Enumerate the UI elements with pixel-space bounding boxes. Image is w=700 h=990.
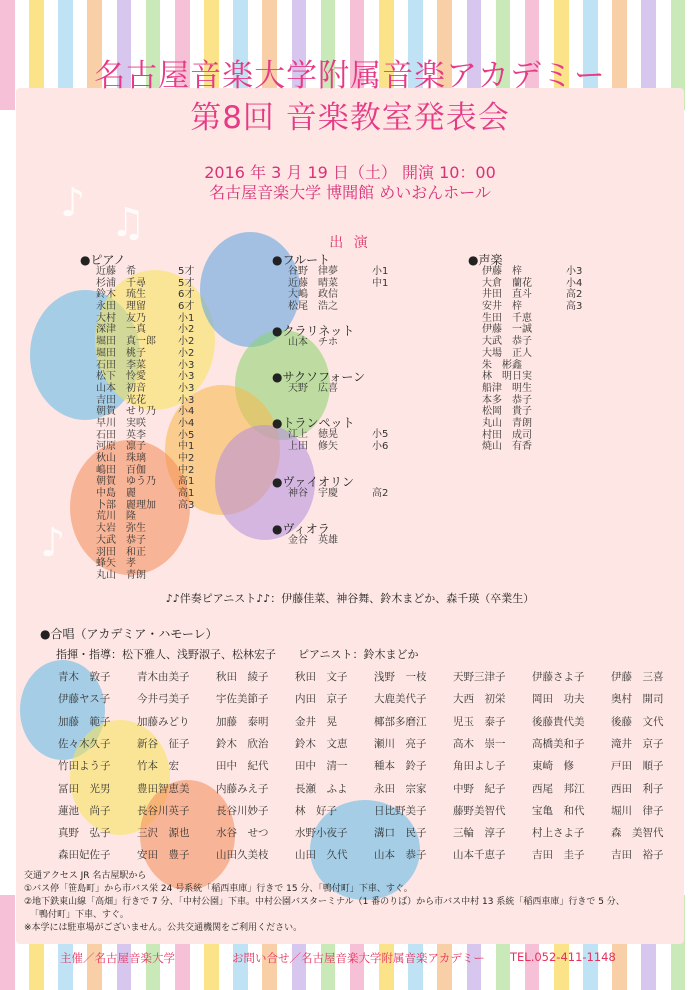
access-route-subway-cont: 「鴨付町」下車、すぐ。 bbox=[30, 910, 129, 920]
performer-name: 金谷 英雄 bbox=[288, 535, 338, 546]
performer-grade: 小4 bbox=[178, 417, 195, 429]
performer-name: 山本 初音 bbox=[96, 382, 146, 394]
access-route-subway: ②地下鉄東山線「高畑」行きで 7 分、「中村公園」下車。中村公園バスターミナル（1 番のりば）から市バス中村 13 系統「稲西車庫」行きで 5 分、 bbox=[24, 897, 625, 907]
vocal-grades-list bbox=[566, 266, 582, 313]
choir-member: 藤野美智代 bbox=[453, 804, 506, 817]
performer-name: 松尾 浩之 bbox=[288, 301, 338, 313]
performer-name: 鈴木 琉生 bbox=[96, 289, 146, 301]
saxophone-heading: ●サクソフォーン bbox=[272, 370, 366, 384]
performer-grade: 小1 bbox=[372, 266, 389, 277]
performer-grade: 小3 bbox=[178, 382, 195, 394]
performer-name: 石田 李菜 bbox=[96, 359, 146, 371]
flute-names-list bbox=[288, 266, 338, 313]
performer-name: 堀田 真一郎 bbox=[96, 336, 156, 348]
footer-host: 主催／名古屋音楽大学 bbox=[60, 951, 175, 965]
performer-name: 江上 徳晃 bbox=[288, 429, 338, 440]
choir-row bbox=[58, 714, 690, 729]
choir-member: 村上さよ子 bbox=[532, 827, 585, 840]
choir-member: 長谷川妙子 bbox=[216, 804, 269, 817]
choir-member: 青木由美子 bbox=[137, 671, 190, 683]
performer-name: 船津 明生 bbox=[482, 382, 532, 394]
choir-member: 佐々木久子 bbox=[58, 737, 111, 750]
choir-member: 森 美智代 bbox=[611, 827, 664, 840]
performer-grade: 小3 bbox=[178, 371, 195, 383]
clarinet-heading: ●クラリネット bbox=[272, 324, 355, 338]
performer-name: 伊藤 一誠 bbox=[482, 324, 532, 336]
violin-grades-list bbox=[372, 488, 388, 500]
performer-grade: 5才 bbox=[178, 266, 195, 277]
choir-member: 加藤 泰明 bbox=[216, 715, 269, 728]
choir-member: 長谷川英子 bbox=[137, 804, 190, 817]
choir-member: 蓮池 尚子 bbox=[58, 804, 111, 817]
performer-name: 卜部 麗理加 bbox=[96, 499, 156, 511]
performer-name: 嶋田 百伽 bbox=[96, 464, 146, 476]
trumpet-grades-list bbox=[372, 429, 388, 452]
performer-name: 山本 チホ bbox=[288, 337, 338, 348]
choir-member: 秋田 文子 bbox=[295, 671, 348, 683]
performer-name: 近藤 晴菜 bbox=[288, 277, 338, 289]
performer-name: 丸山 青朗 bbox=[482, 417, 532, 429]
choir-member: 今井弓美子 bbox=[137, 693, 190, 706]
vocal-heading: ●声楽 bbox=[468, 253, 503, 267]
choir-member: 加藤 範子 bbox=[58, 715, 111, 728]
choir-member: 竹本 宏 bbox=[137, 760, 179, 773]
performer-name: 大村 友乃 bbox=[96, 312, 146, 324]
performer-grade: 6才 bbox=[178, 301, 195, 313]
performer-name: 大場 正人 bbox=[482, 347, 532, 359]
performer-name: 大武 恭子 bbox=[482, 336, 532, 348]
choir-member: 大西 初栄 bbox=[453, 693, 506, 706]
choir-member: 種本 鈴子 bbox=[374, 760, 427, 773]
parking-note: ※本学には駐車場がございません。公共交通機関をご利用ください。 bbox=[24, 923, 303, 933]
performer-grade: 小4 bbox=[178, 406, 195, 418]
choir-member: 宝亀 和代 bbox=[532, 804, 585, 817]
academy-title: 名古屋音楽大学附属音楽アカデミー bbox=[94, 58, 606, 94]
choir-member: 瀬川 亮子 bbox=[374, 737, 427, 750]
music-note-icon: ♪ bbox=[40, 520, 66, 566]
performer-name: 林 明日実 bbox=[482, 371, 532, 383]
performer-grade: 小4 bbox=[566, 277, 583, 289]
viola-heading: ●ヴィオラ bbox=[272, 522, 330, 536]
choir-member: 溝口 民子 bbox=[374, 827, 427, 840]
performer-name: 朱 彬鑫 bbox=[482, 359, 522, 371]
performer-name: 河原 凛子 bbox=[96, 441, 146, 453]
choir-member: 田中 紀代 bbox=[216, 760, 269, 773]
piano-names-list bbox=[96, 266, 156, 582]
performer-name: 井田 直斗 bbox=[482, 289, 532, 301]
choir-member: 吉田 圭子 bbox=[532, 849, 585, 862]
choir-member: 角田よし子 bbox=[453, 760, 506, 773]
choir-member: 田中 清一 bbox=[295, 760, 348, 773]
performer-grade: 高3 bbox=[178, 499, 195, 511]
access-route-bus: ①バス停「笹島町」から市バス栄 24 号系統「稲西車庫」行きで 15 分、「鴨付町」下車、すぐ。 bbox=[24, 884, 413, 894]
performer-grade: 小2 bbox=[178, 347, 195, 359]
event-title: 第8回 音楽教室発表会 bbox=[190, 100, 510, 136]
choir-member: 浅野 一枝 bbox=[374, 671, 427, 683]
music-note-icon: ♪ bbox=[60, 180, 86, 226]
performer-grade bbox=[372, 289, 388, 301]
performer-grade: 小6 bbox=[372, 440, 389, 452]
choir-member: 椰部多磨江 bbox=[374, 715, 427, 728]
choir-member: 内田 京子 bbox=[295, 693, 348, 706]
choir-member: 伊藤さよ子 bbox=[532, 671, 585, 683]
choir-member: 水野小夜子 bbox=[295, 827, 348, 840]
performers-heading: 出 演 bbox=[329, 235, 371, 251]
piano-heading: ●ピアノ bbox=[80, 253, 126, 267]
choir-row bbox=[58, 669, 690, 684]
performer-grade bbox=[372, 301, 388, 313]
performer-name: 秋山 珠璃 bbox=[96, 453, 146, 464]
performer-name: 朝賀 せり乃 bbox=[96, 406, 156, 418]
choir-member: 内藤みえ子 bbox=[216, 782, 269, 795]
choir-row bbox=[58, 736, 690, 751]
choir-member: 林 好子 bbox=[295, 804, 337, 817]
choir-member: 豊田智恵美 bbox=[137, 782, 190, 795]
choir-member: 青木 敦子 bbox=[58, 671, 111, 683]
performer-name: 永田 理留 bbox=[96, 301, 146, 313]
performer-name: 天野 広喜 bbox=[288, 383, 338, 394]
choir-row bbox=[58, 691, 690, 706]
performer-name: 神谷 宇慶 bbox=[288, 488, 338, 499]
performer-grade: 小5 bbox=[372, 429, 389, 440]
choir-member: 児玉 泰子 bbox=[453, 715, 506, 728]
event-date: 2016 年 3 月 19 日（土） 開演 10：00 bbox=[204, 163, 496, 182]
performer-grade: 小2 bbox=[178, 324, 195, 336]
performer-name: 松岡 貴子 bbox=[482, 406, 532, 418]
performer-name: 伊藤 梓 bbox=[482, 266, 522, 277]
choir-member: 安田 豊子 bbox=[137, 849, 190, 862]
performer-name: 谷野 律夢 bbox=[288, 266, 338, 277]
choir-member: 日比野美子 bbox=[374, 804, 427, 817]
viola-names-list bbox=[288, 535, 338, 547]
choir-member: 新谷 征子 bbox=[137, 737, 190, 750]
performer-grade: 高1 bbox=[178, 476, 195, 488]
choir-member: 長瀬 ふよ bbox=[295, 782, 348, 795]
choir-member: 宇佐美節子 bbox=[216, 693, 269, 706]
performer-name: 生田 千恵 bbox=[482, 312, 532, 324]
violin-names-list bbox=[288, 488, 338, 500]
clarinet-names-list bbox=[288, 337, 338, 349]
choir-member: 三沢 源也 bbox=[137, 827, 190, 840]
performer-name: 吉田 光花 bbox=[96, 394, 146, 406]
choir-member: 西田 利子 bbox=[611, 782, 664, 795]
choir-member: 滝井 京子 bbox=[611, 737, 664, 750]
performer-name: 村田 成司 bbox=[482, 429, 532, 441]
choir-member: 森田妃佐子 bbox=[58, 849, 111, 862]
choir-member: 水谷 せつ bbox=[216, 827, 269, 840]
choir-member: 天野三津子 bbox=[453, 671, 506, 683]
flute-grades-list bbox=[372, 266, 388, 313]
performer-grade: 中2 bbox=[178, 453, 195, 464]
performer-name: 本多 恭子 bbox=[482, 394, 532, 406]
piano-grades-list bbox=[178, 266, 194, 511]
performer-name: 丸山 青朗 bbox=[96, 569, 146, 581]
vocal-names-list bbox=[482, 266, 532, 453]
music-note-icon: ♫ bbox=[110, 200, 146, 246]
choir-member: 戸田 順子 bbox=[611, 760, 664, 773]
performer-grade: 小2 bbox=[178, 336, 195, 348]
choir-member: 岡田 功夫 bbox=[532, 693, 585, 706]
performer-grade: 小1 bbox=[178, 312, 195, 324]
flute-heading: ●フルート bbox=[272, 253, 330, 267]
performer-name: 松下 怜愛 bbox=[96, 371, 146, 383]
performer-grade: 高2 bbox=[566, 289, 583, 301]
performer-name: 堀田 桃子 bbox=[96, 347, 146, 359]
performer-grade: 小3 bbox=[178, 359, 195, 371]
saxophone-names-list bbox=[288, 383, 338, 395]
performer-grade: 高1 bbox=[178, 488, 195, 500]
choir-row bbox=[58, 758, 690, 773]
performer-name: 大倉 蘭花 bbox=[482, 277, 532, 289]
performer-name: 早川 実咲 bbox=[96, 417, 146, 429]
choir-member: 東崎 修 bbox=[532, 760, 574, 773]
choir-row bbox=[58, 781, 690, 796]
choir-member: 冨田 光男 bbox=[58, 782, 111, 795]
performer-name: 焼山 有香 bbox=[482, 441, 532, 453]
performer-grade: 高2 bbox=[372, 488, 389, 499]
performer-name: 大嶋 政信 bbox=[288, 289, 338, 301]
performer-name: 荒川 隆 bbox=[96, 511, 136, 523]
choir-member: 真野 弘子 bbox=[58, 827, 111, 840]
choir-member: 大鹿美代子 bbox=[374, 693, 427, 706]
choir-row bbox=[58, 847, 690, 862]
trumpet-names-list bbox=[288, 429, 338, 452]
choir-row bbox=[58, 803, 690, 818]
performer-name: 朝賀 ゆう乃 bbox=[96, 476, 156, 488]
choir-member: 後藤 文代 bbox=[611, 715, 664, 728]
choir-member: 吉田 裕子 bbox=[611, 849, 664, 862]
performer-name: 大武 恭子 bbox=[96, 534, 146, 546]
performer-name: 中島 麗 bbox=[96, 488, 136, 500]
choir-heading: ●合唱（アカデミア・ハモーレ） bbox=[40, 627, 218, 641]
performer-name: 羽田 和正 bbox=[96, 546, 146, 558]
choir-member: 鈴木 文恵 bbox=[295, 737, 348, 750]
choir-member: 三輪 淳子 bbox=[453, 827, 506, 840]
violin-heading: ●ヴァイオリン bbox=[272, 475, 354, 489]
performer-grade: 6才 bbox=[178, 289, 195, 301]
choir-row bbox=[58, 825, 690, 840]
performer-grade: 中1 bbox=[178, 441, 195, 453]
choir-member: 山本 恭子 bbox=[374, 849, 427, 862]
performer-name: 石田 英李 bbox=[96, 429, 146, 441]
choir-member: 山田 久代 bbox=[295, 849, 348, 862]
performer-name: 大岩 弥生 bbox=[96, 523, 146, 535]
choir-member: 後藤貴代美 bbox=[532, 715, 585, 728]
performer-grade: 高3 bbox=[566, 301, 583, 313]
choir-member: 山田久美枝 bbox=[216, 849, 269, 862]
footer-tel: TEL.052-411-1148 bbox=[510, 950, 616, 964]
choir-conductors: 指揮・指導：松下雅人、浅野淑子、松林宏子 ピアニスト：鈴木まどか bbox=[56, 648, 419, 661]
choir-member: 秋田 綾子 bbox=[216, 671, 269, 683]
performer-grade: 小3 bbox=[566, 266, 583, 277]
choir-member: 金井 晃 bbox=[295, 715, 337, 728]
choir-member: 山本千恵子 bbox=[453, 849, 506, 862]
choir-member: 伊藤 三喜 bbox=[611, 671, 664, 683]
event-venue: 名古屋音楽大学 博聞館 めいおんホール bbox=[209, 183, 491, 202]
performer-name: 杉浦 千尋 bbox=[96, 277, 146, 289]
performer-grade: 中2 bbox=[178, 464, 195, 476]
performer-name: 安井 梓 bbox=[482, 301, 522, 313]
choir-member: 伊藤ヤス子 bbox=[58, 693, 111, 706]
choir-member: 西尾 邦江 bbox=[532, 782, 585, 795]
trumpet-heading: ●トランペット bbox=[272, 416, 355, 430]
choir-member: 中野 紀子 bbox=[453, 782, 506, 795]
choir-member: 高木 崇一 bbox=[453, 737, 506, 750]
access-heading: 交通アクセス JR 名古屋駅から bbox=[24, 871, 147, 881]
choir-member: 鈴木 欣治 bbox=[216, 737, 269, 750]
choir-member: 堀川 律子 bbox=[611, 804, 664, 817]
performer-grade: 5才 bbox=[178, 277, 195, 289]
performer-grade: 小3 bbox=[178, 394, 195, 406]
performer-name: 蜂矢 孝 bbox=[96, 558, 136, 570]
performer-grade: 中1 bbox=[372, 277, 389, 289]
accompanists: ♪♪伴奏ピアニスト♪♪：伊藤佳菜、神谷舞、鈴木まどか、森千瑛（卒業生） bbox=[165, 592, 535, 605]
choir-member: 永田 宗家 bbox=[374, 782, 427, 795]
performer-name: 近藤 希 bbox=[96, 266, 136, 277]
choir-member: 奥村 開司 bbox=[611, 693, 664, 706]
performer-name: 上田 修矢 bbox=[288, 440, 338, 452]
footer-contact: お問い合せ／名古屋音楽大学附属音楽アカデミー bbox=[232, 951, 485, 965]
performer-grade: 小5 bbox=[178, 429, 195, 441]
choir-member: 高橋美和子 bbox=[532, 737, 585, 750]
performer-name: 深津 一真 bbox=[96, 324, 146, 336]
choir-member: 竹田よう子 bbox=[58, 760, 111, 773]
choir-member: 加藤みどり bbox=[137, 715, 190, 728]
